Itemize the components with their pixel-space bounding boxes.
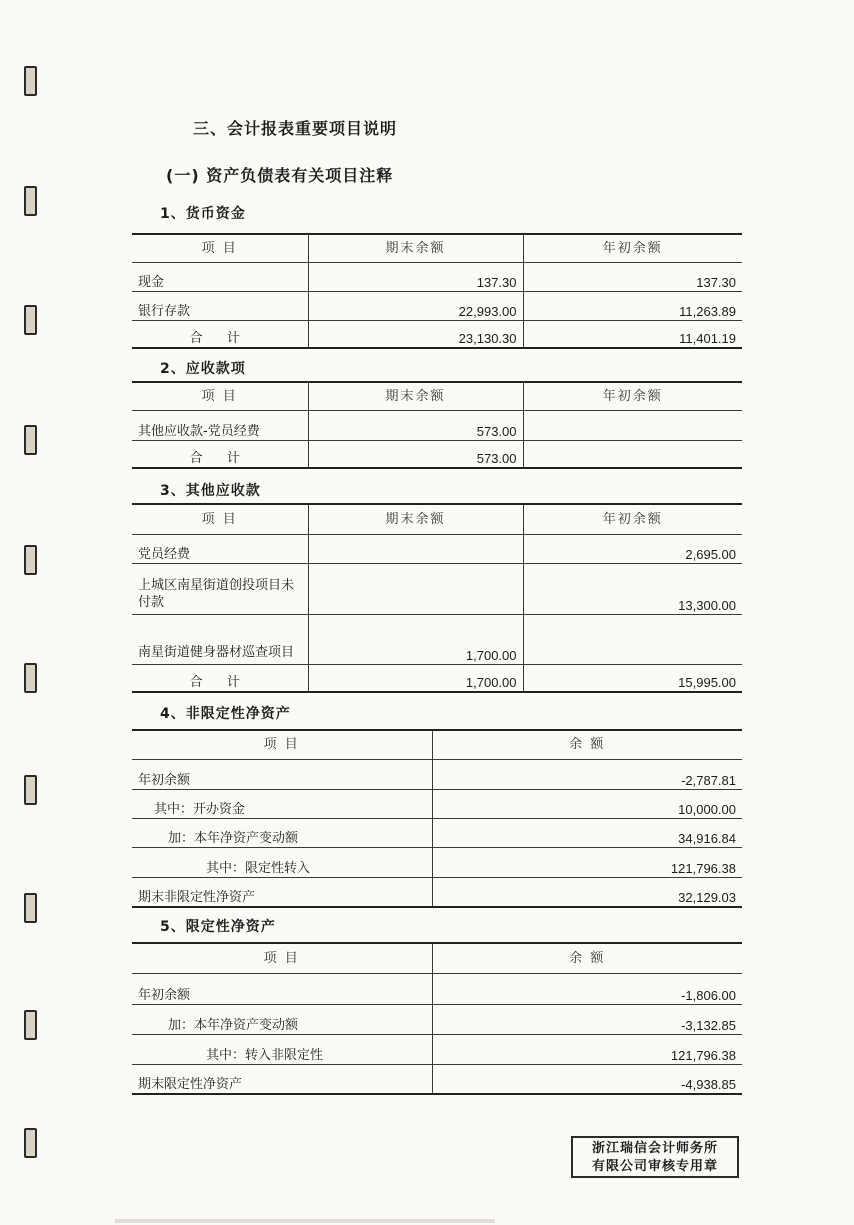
beginning-value [523,440,742,468]
table-row [132,847,742,877]
row-label: 加：本年净资产变动额 [132,818,432,847]
balance-value: -3,132.85 [432,1004,742,1034]
header-ending-balance: 期末余额 [308,504,523,534]
row-label: 现金 [132,262,308,291]
header-balance: 余 额 [432,730,742,759]
total-row [132,664,742,692]
beginning-value: 11,401.19 [523,320,742,348]
stamp-line-2: 有限公司审核专用章 [591,1159,718,1174]
binding-hole [24,186,37,216]
row-label: 年初余额 [132,759,432,789]
header-beginning-balance: 年初余额 [523,234,742,262]
table-row [132,1004,742,1034]
beginning-value: 11,263.89 [523,291,742,320]
audit-stamp [571,1136,739,1178]
table-row [132,291,742,320]
section-title-receivables: 2、应收款项 [160,361,246,377]
balance-value: 32,129.03 [432,877,742,907]
section-title-unrestricted-net-assets: 4、非限定性净资产 [160,706,291,722]
balance-value: 34,916.84 [432,818,742,847]
ending-value: 573.00 [308,410,523,440]
balance-value: 121,796.38 [432,847,742,877]
row-label: 其中：开办资金 [132,789,432,818]
header-item: 项 目 [132,504,308,534]
table-row [132,410,742,440]
row-label: 合 计 [132,320,308,348]
beginning-value [523,614,742,664]
header-beginning-balance: 年初余额 [523,382,742,410]
row-label: 南星街道健身器材巡查项目 [132,614,308,664]
receivables-table [132,381,742,469]
row-label: 合 计 [132,664,308,692]
stamp-line-1: 浙江瑞信会计师务所 [591,1141,718,1156]
beginning-value: 2,695.00 [523,534,742,563]
balance-value: 121,796.38 [432,1034,742,1064]
row-label: 加：本年净资产变动额 [132,1004,432,1034]
table-row [132,614,742,664]
header-item: 项 目 [132,234,308,262]
ending-value [308,534,523,563]
header-ending-balance: 期末余额 [308,382,523,410]
header-beginning-balance: 年初余额 [523,504,742,534]
row-label: 银行存款 [132,291,308,320]
total-row [132,877,742,907]
total-row [132,320,742,348]
binding-hole [24,425,37,455]
ending-value: 23,130.30 [308,320,523,348]
row-label: 期末非限定性净资产 [132,877,432,907]
binding-hole [24,1010,37,1040]
row-label: 期末限定性净资产 [132,1064,432,1094]
binding-hole [24,775,37,805]
row-label: 其中：限定性转入 [132,847,432,877]
header-item: 项 目 [132,730,432,759]
table-row [132,759,742,789]
binding-hole [24,305,37,335]
beginning-value: 137.30 [523,262,742,291]
balance-value: -1,806.00 [432,973,742,1004]
unrestricted-net-assets-table [132,729,742,908]
ending-value [308,563,523,614]
binding-hole [24,663,37,693]
ending-value: 137.30 [308,262,523,291]
beginning-value: 13,300.00 [523,563,742,614]
restricted-net-assets-table [132,942,742,1095]
beginning-value [523,410,742,440]
other-receivables-table [132,503,742,693]
table-row [132,818,742,847]
section-title-other-receivables: 3、其他应收款 [160,483,261,499]
table-row [132,262,742,291]
balance-value: 10,000.00 [432,789,742,818]
section-title-cash: 1、货币资金 [160,206,246,222]
section-subheading: (一) 资产负债表有关项目注释 [166,166,394,185]
row-label: 上城区南星街道创投项目未付款 [132,563,308,614]
header-item: 项 目 [132,382,308,410]
ending-value: 1,700.00 [308,664,523,692]
row-label: 党员经费 [132,534,308,563]
cash-table [132,233,742,349]
row-label: 合 计 [132,440,308,468]
table-row [132,1034,742,1064]
total-row [132,1064,742,1094]
table-row [132,973,742,1004]
ending-value: 573.00 [308,440,523,468]
table-row [132,789,742,818]
header-ending-balance: 期末余额 [308,234,523,262]
beginning-value: 15,995.00 [523,664,742,692]
header-item: 项 目 [132,943,432,973]
row-label: 其中：转入非限定性 [132,1034,432,1064]
binding-hole [24,66,37,96]
balance-value: -2,787.81 [432,759,742,789]
ending-value: 1,700.00 [308,614,523,664]
total-row [132,440,742,468]
table-row [132,534,742,563]
row-label: 其他应收款-党员经费 [132,410,308,440]
binding-hole [24,1128,37,1158]
header-balance: 余 额 [432,943,742,973]
section-title-restricted-net-assets: 5、限定性净资产 [160,919,276,935]
ending-value: 22,993.00 [308,291,523,320]
binding-hole [24,893,37,923]
table-row [132,563,742,614]
balance-value: -4,938.85 [432,1064,742,1094]
row-label: 年初余额 [132,973,432,1004]
page-title: 三、会计报表重要项目说明 [193,119,398,138]
scan-smudge [115,1219,495,1223]
binding-hole [24,545,37,575]
